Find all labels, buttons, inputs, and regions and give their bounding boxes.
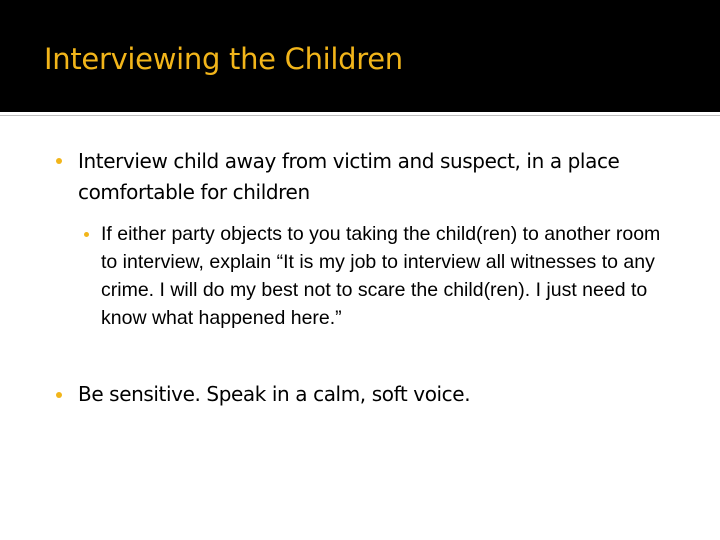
- sub-bullet-text: If either party objects to you taking the child(ren) to another room to interview, explain “It is my job to interview all witnesses to any crime. I will do my best not to scare the child(ren). I just need to know what happened here.”: [101, 223, 661, 329]
- sub-bullet-marker: [84, 232, 89, 237]
- slide-title: Interviewing the Children: [44, 42, 403, 76]
- bullet-text: Interview child away from victim and suspect, in a place comfortable for children: [78, 149, 620, 204]
- bullet-marker: [56, 158, 62, 164]
- bullet-marker: [56, 392, 62, 398]
- bullet-text: Be sensitive. Speak in a calm, soft voice.: [78, 382, 471, 406]
